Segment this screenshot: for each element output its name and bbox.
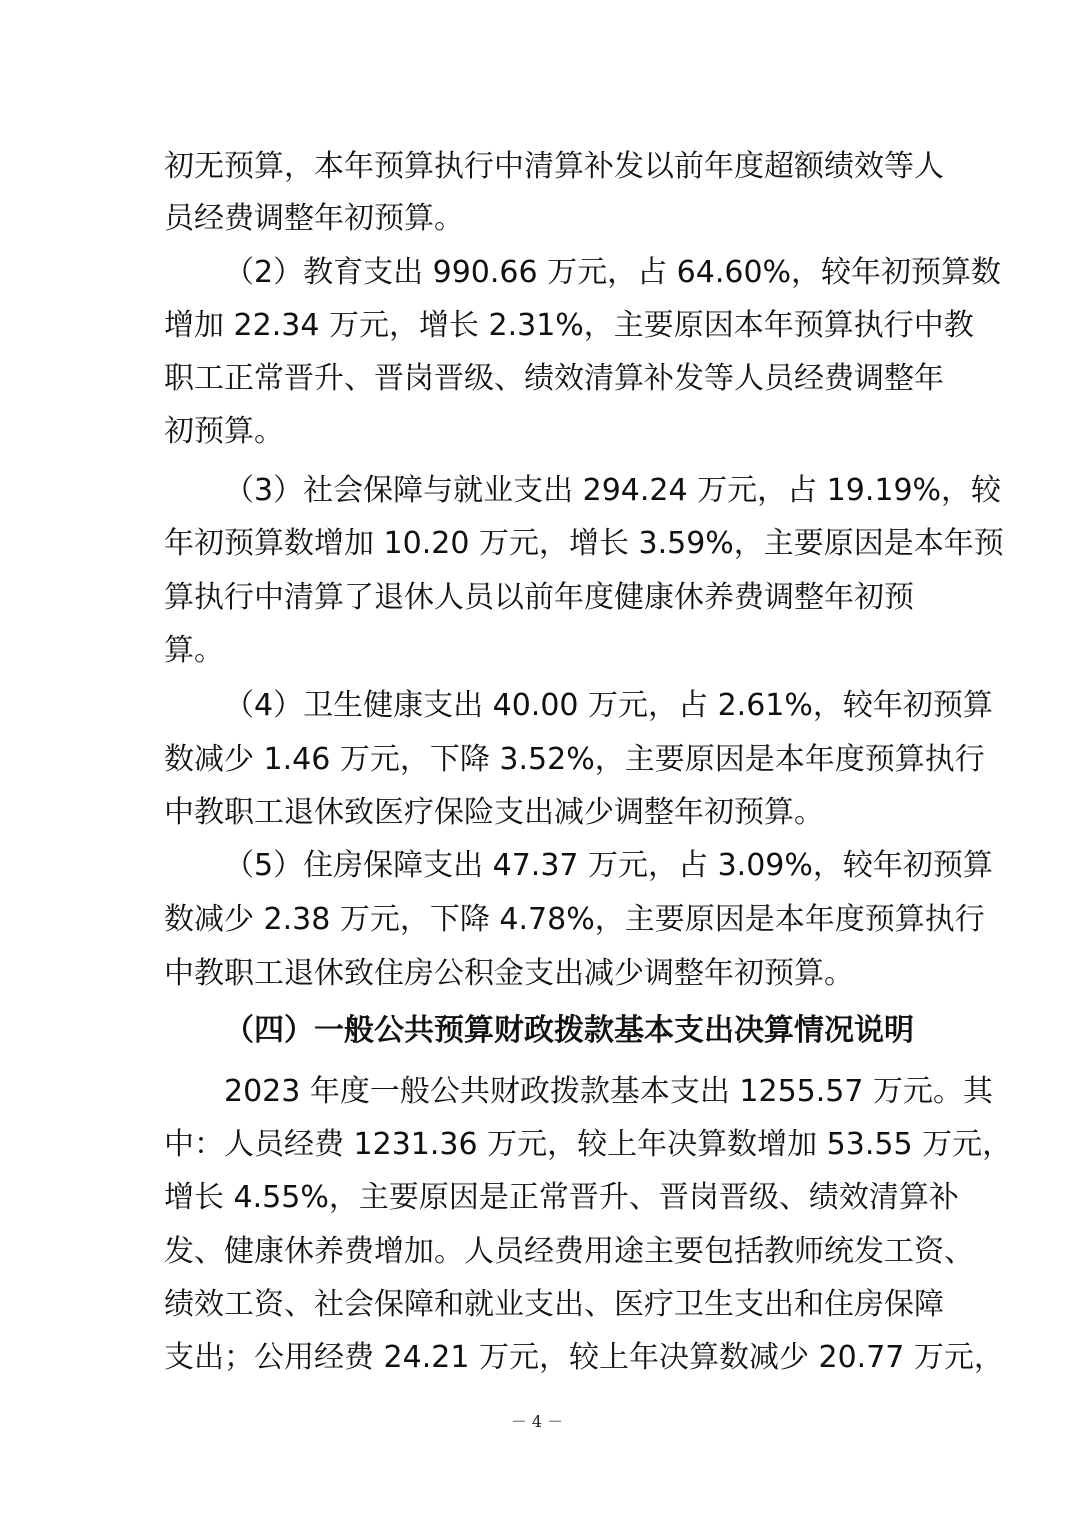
paragraph-line: 增加 22.34 万元，增长 2.31%，主要原因本年预算执行中教 [164, 308, 974, 343]
paragraph-line: （5）住房保障支出 47.37 万元，占 3.09%，较年初预算 [224, 848, 993, 883]
page-number: － 4 － [510, 1412, 564, 1431]
paragraph-line: 2023 年度一般公共财政拨款基本支出 1255.57 万元。其 [224, 1074, 994, 1109]
paragraph-line: 中：人员经费 1231.36 万元，较上年决算数增加 53.55 万元， [164, 1127, 1013, 1162]
paragraph-line: 数减少 1.46 万元，下降 3.52%，主要原因是本年度预算执行 [164, 742, 985, 777]
paragraph-line: （2）教育支出 990.66 万元，占 64.60%，较年初预算数 [224, 255, 1002, 290]
paragraph-line: 中教职工退休致住房公积金支出减少调整年初预算。 [164, 956, 854, 991]
paragraph-line: 算。 [164, 633, 224, 668]
paragraph-line: 员经费调整年初预算。 [164, 201, 464, 236]
paragraph-line: 数减少 2.38 万元，下降 4.78%，主要原因是本年度预算执行 [164, 902, 985, 937]
paragraph-line: 年初预算数增加 10.20 万元，增长 3.59%，主要原因是本年预 [164, 526, 1004, 561]
paragraph-line: （4）卫生健康支出 40.00 万元，占 2.61%，较年初预算 [224, 688, 993, 723]
paragraph-line: 发、健康休养费增加。人员经费用途主要包括教师统发工资、 [164, 1234, 974, 1269]
paragraph-line: 中教职工退休致医疗保险支出减少调整年初预算。 [164, 795, 824, 830]
paragraph-line: 算执行中清算了退休人员以前年度健康休养费调整年初预 [164, 580, 914, 615]
paragraph-line: 初预算。 [164, 414, 284, 449]
section-heading: （四）一般公共预算财政拨款基本支出决算情况说明 [224, 1013, 914, 1048]
paragraph-line: 职工正常晋升、晋岗晋级、绩效清算补发等人员经费调整年 [164, 361, 944, 396]
paragraph-line: 增长 4.55%，主要原因是正常晋升、晋岗晋级、绩效清算补 [164, 1180, 959, 1215]
paragraph-line: 支出；公用经费 24.21 万元，较上年决算数减少 20.77 万元， [164, 1340, 1004, 1375]
paragraph-line: 绩效工资、社会保障和就业支出、医疗卫生支出和住房保障 [164, 1287, 944, 1322]
paragraph-line: （3）社会保障与就业支出 294.24 万元，占 19.19%，较 [224, 473, 1002, 508]
paragraph-line: 初无预算，本年预算执行中清算补发以前年度超额绩效等人 [164, 149, 944, 184]
